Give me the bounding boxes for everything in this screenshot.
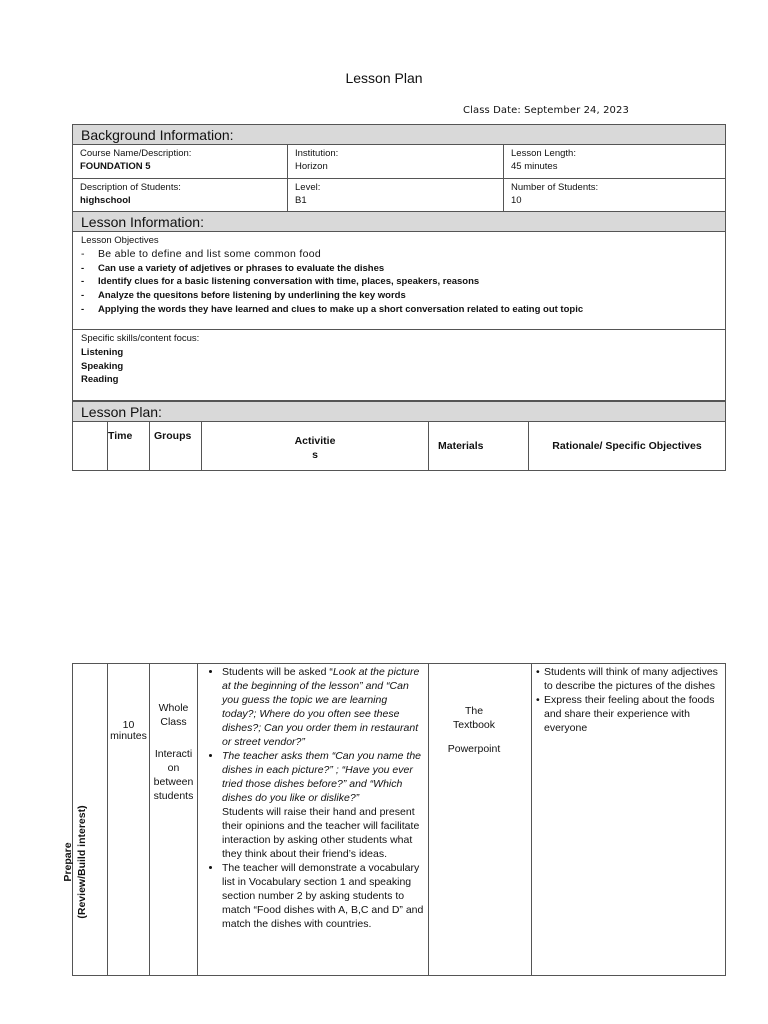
lesson-info-heading: Lesson Information: [73,211,725,232]
materials-cell: The Textbook Powerpoint [429,664,532,976]
lesson-info-section [72,211,726,401]
objective-item: - Applying the words they have learned and clues to make up a short conversation related to eating out topic [81,303,584,315]
objectives-label: Lesson Objectives [81,235,159,246]
level-label: Level: [295,182,321,193]
background-heading: Background Information: [73,125,725,145]
level-cell [288,179,503,207]
groups-header: Groups [150,422,202,471]
lesson-plan-section [72,400,726,422]
rationale-header: Rationale/ Specific Objectives [529,422,726,471]
skills-block [81,332,199,387]
lesson-plan-header-table [72,421,726,471]
stage-label: (Review/Build interest) [76,805,88,919]
table-row [73,664,726,976]
page-title: Lesson Plan [345,70,423,86]
skill-item: Reading [81,374,119,386]
skills-label: Specific skills/content focus: [81,333,200,344]
course-cell [73,145,287,173]
stage-header-cell [73,422,108,471]
background-section [72,124,726,212]
length-value: 45 minutes [511,161,558,172]
activity-list [198,665,424,931]
students-label: Description of Students: [80,182,181,193]
level-value: B1 [295,195,307,206]
length-cell [504,145,726,173]
institution-value: Horizon [295,161,328,172]
course-label: Course Name/Description: [80,148,192,159]
skill-item: Speaking [81,360,124,372]
students-value: highschool [80,195,131,206]
stage-label-main: Prepare [62,842,74,882]
lesson-plan-heading: Lesson Plan: [73,402,725,422]
time-header: Time [108,422,150,471]
activity-item: • The teacher asks them “Can you name the dishes in each picture?” ; “Have you ever tried those dishes before?” and “Which dishes do you like or dislike?” Students will raise their hand and present their opinions and the teacher will facilitate interaction by asking other students what they think about their friend’s ideas. [222,749,424,861]
course-value: FOUNDATION 5 [80,161,151,172]
number-label: Number of Students: [511,182,599,193]
lesson-plan-table [62,663,726,976]
objective-item: - Be able to define and list some common food [81,247,322,260]
time-cell: 10 minutes [108,664,150,976]
rationale-item: • Express their feeling about the foods and share their experience with everyone [544,693,721,735]
number-cell [504,179,726,207]
activities-header: Activitie s [202,422,429,471]
stage-cell [62,664,108,976]
skill-item: Listening [81,346,124,358]
objective-item: - Analyze the quesitons before listening by underlining the key words [81,290,406,302]
activity-item: • Students will be asked “Look at the picture at the beginning of the lesson” and “Can you guess the topic we are learning today?; Where do you often see these dishes?; Can you order them in restaurant or street vendor?” [222,665,424,749]
class-date: Class Date: September 24, 2023 [463,105,629,116]
rationale-item: • Students will think of many adjectives to describe the pictures of the dishes [544,665,721,693]
groups-cell: Whole Class Interacti on between students [150,664,198,976]
rationale-cell [532,664,726,976]
objective-item: - Identify clues for a basic listening conversation with time, places, speakers, reasons [81,276,480,288]
activity-item: • The teacher will demonstrate a vocabulary list in Vocabulary section 1 and speaking section number 2 by asking students to match “Food dishes with A, B,C and D” and match the dishes with countries. [222,861,424,931]
length-label: Lesson Length: [511,148,576,159]
activities-cell [198,664,429,976]
students-cell [73,179,287,207]
objective-item: - Can use a variety of adjetives or phrases to evaluate the dishes [81,262,385,274]
objectives-block [81,234,583,317]
table-header-row [73,422,726,471]
institution-cell [288,145,503,173]
institution-label: Institution: [295,148,339,159]
number-value: 10 [511,195,522,206]
materials-header: Materials [429,422,529,471]
rationale-list [532,665,721,735]
